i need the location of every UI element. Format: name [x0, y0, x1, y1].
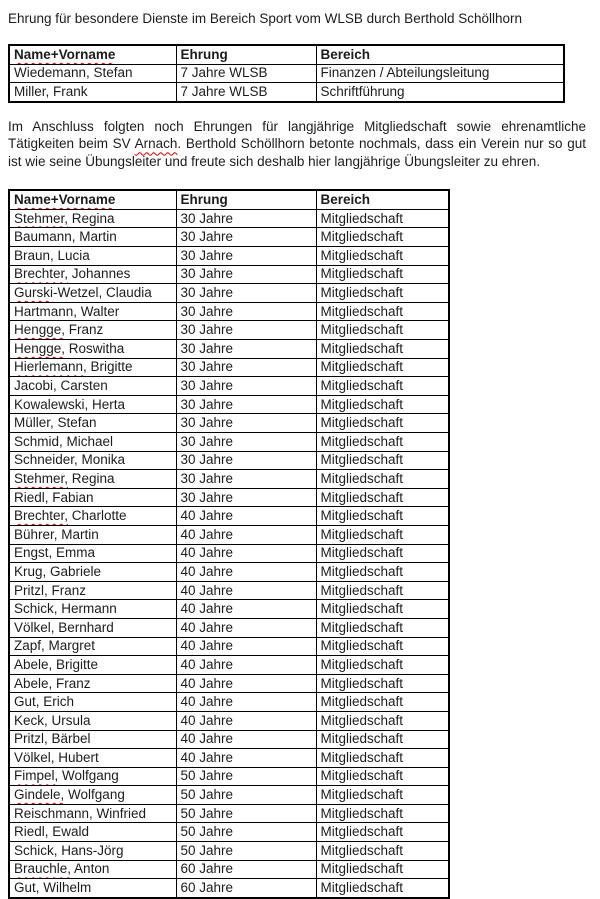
name-text: Roswitha — [65, 340, 125, 356]
name-cell — [9, 879, 176, 898]
table-row — [9, 767, 449, 786]
column-header-ehrung — [176, 190, 316, 209]
header-label: Ehrung — [180, 46, 228, 62]
bereich-cell: Mitgliedschaft — [316, 823, 449, 842]
name-text: Schneider, Monika — [14, 452, 126, 468]
column-header-name — [9, 190, 176, 209]
bereich-cell: Mitgliedschaft — [316, 563, 449, 582]
bereich-cell: Mitgliedschaft — [316, 358, 449, 377]
name-cell — [9, 321, 176, 340]
name-text: Franz — [65, 322, 104, 338]
ehrung-cell: 40 Jahre — [176, 749, 316, 768]
membership-honors-table — [8, 189, 450, 899]
name-cell — [9, 284, 176, 303]
misspelled-surname: Hierlemann, — [14, 359, 87, 375]
name-text: Engst, Emma — [14, 545, 96, 561]
name-text: Müller, Stefan — [14, 415, 97, 431]
header-label: Bereich — [320, 192, 371, 208]
name-text: Gut, Erich — [14, 694, 75, 710]
name-text: Miller, Frank — [14, 83, 88, 99]
bereich-cell: Mitgliedschaft — [316, 488, 449, 507]
table-row — [9, 247, 449, 266]
ehrung-cell: 60 Jahre — [176, 879, 316, 898]
table-row — [9, 64, 564, 83]
bereich-cell: Mitgliedschaft — [316, 451, 449, 470]
bereich-cell: Mitgliedschaft — [316, 302, 449, 321]
name-text: Charlotte — [68, 508, 127, 524]
name-text: Schmid, Michael — [14, 433, 114, 449]
misspelled-surname: Stehmer, — [14, 210, 69, 226]
text-segment: . Berthold Schöllhorn betonte nochmals, dass ein Verein nur so gut ist wie seine Übungsleiter und freute sich deshalb hier langjährige Übungsleiter zu ehren. — [8, 136, 586, 169]
ehrung-cell: 40 Jahre — [176, 618, 316, 637]
ehrung-cell: 30 Jahre — [176, 433, 316, 452]
ehrung-cell: 7 Jahre WLSB — [176, 83, 316, 102]
table-row — [9, 302, 449, 321]
table-row — [9, 340, 449, 359]
bereich-cell: Mitgliedschaft — [316, 618, 449, 637]
name-cell — [9, 414, 176, 433]
ehrung-cell: 30 Jahre — [176, 209, 316, 228]
bereich-cell: Mitgliedschaft — [316, 711, 449, 730]
ehrung-cell: 40 Jahre — [176, 674, 316, 693]
name-cell — [9, 581, 176, 600]
bereich-cell: Mitgliedschaft — [316, 377, 449, 396]
bereich-cell: Mitgliedschaft — [316, 470, 449, 489]
bereich-cell: Mitgliedschaft — [316, 674, 449, 693]
bereich-cell: Mitgliedschaft — [316, 600, 449, 619]
name-cell — [9, 544, 176, 563]
name-text: Reischmann, Winfried — [14, 805, 147, 821]
table-row — [9, 265, 449, 284]
name-cell — [9, 711, 176, 730]
table-row — [9, 525, 449, 544]
name-text: Abele, Brigitte — [14, 656, 99, 672]
ehrung-cell: 30 Jahre — [176, 414, 316, 433]
table-row — [9, 711, 449, 730]
table-row — [9, 209, 449, 228]
header-label: Bereich — [320, 46, 371, 62]
name-cell — [9, 395, 176, 414]
table-row — [9, 470, 449, 489]
bereich-cell: Mitgliedschaft — [316, 321, 449, 340]
ehrung-cell: 40 Jahre — [176, 563, 316, 582]
name-text: Johannes — [68, 266, 131, 282]
ehrung-cell: 40 Jahre — [176, 637, 316, 656]
membership-honors-table-head — [9, 190, 449, 209]
name-cell — [9, 860, 176, 879]
name-cell — [9, 525, 176, 544]
name-cell — [9, 358, 176, 377]
name-text: Völkel, Bernhard — [14, 619, 114, 635]
name-cell — [9, 488, 176, 507]
bereich-cell: Mitgliedschaft — [316, 265, 449, 284]
misspelled-surname: Gindele, — [14, 787, 65, 803]
name-cell — [9, 228, 176, 247]
ehrung-cell: 30 Jahre — [176, 451, 316, 470]
column-header-ehrung — [176, 45, 316, 64]
name-cell — [9, 209, 176, 228]
ehrung-cell: 7 Jahre WLSB — [176, 64, 316, 83]
table-row — [9, 581, 449, 600]
name-text: Krug, Gabriele — [14, 563, 102, 579]
name-cell — [9, 804, 176, 823]
header-row — [9, 45, 564, 64]
name-cell — [9, 674, 176, 693]
ehrung-cell: 30 Jahre — [176, 395, 316, 414]
table-row — [9, 544, 449, 563]
name-text: Kowalewski, Herta — [14, 396, 126, 412]
name-text: Zapf, Margret — [14, 638, 96, 654]
name-cell — [9, 470, 176, 489]
table-row — [9, 674, 449, 693]
ehrung-cell: 50 Jahre — [176, 823, 316, 842]
name-text: Wiedemann, Stefan — [14, 65, 133, 81]
name-text: Hartmann, Walter — [14, 303, 120, 319]
ehrung-cell: 50 Jahre — [176, 804, 316, 823]
name-text: Pritzl, Bärbel — [14, 731, 91, 747]
bereich-cell: Mitgliedschaft — [316, 656, 449, 675]
misspelled-surname: Gurski — [14, 285, 54, 301]
bereich-cell: Mitgliedschaft — [316, 507, 449, 526]
bereich-cell: Mitgliedschaft — [316, 804, 449, 823]
bereich-cell: Mitgliedschaft — [316, 284, 449, 303]
header-row — [9, 190, 449, 209]
ehrung-cell: 30 Jahre — [176, 377, 316, 396]
name-text: Wolfgang — [58, 768, 119, 784]
bereich-cell: Mitgliedschaft — [316, 879, 449, 898]
name-cell — [9, 377, 176, 396]
name-cell — [9, 730, 176, 749]
bereich-cell: Mitgliedschaft — [316, 525, 449, 544]
ehrung-cell: 30 Jahre — [176, 488, 316, 507]
bereich-cell: Mitgliedschaft — [316, 247, 449, 266]
table-row — [9, 563, 449, 582]
name-cell — [9, 823, 176, 842]
bereich-cell: Mitgliedschaft — [316, 749, 449, 768]
table-row — [9, 823, 449, 842]
ehrung-cell: 40 Jahre — [176, 507, 316, 526]
name-text: Abele, Franz — [14, 675, 91, 691]
bereich-cell: Mitgliedschaft — [316, 544, 449, 563]
name-cell — [9, 247, 176, 266]
bereich-cell: Mitgliedschaft — [316, 581, 449, 600]
ehrung-cell: 30 Jahre — [176, 284, 316, 303]
ehrung-cell: 40 Jahre — [176, 693, 316, 712]
misspelled-surname: Hengge, — [14, 340, 66, 356]
bereich-cell: Mitgliedschaft — [316, 395, 449, 414]
name-text: Pritzl, Franz — [14, 582, 87, 598]
bereich-cell: Mitgliedschaft — [316, 786, 449, 805]
name-text: Braun, Lucia — [14, 247, 90, 263]
bereich-cell: Mitgliedschaft — [316, 693, 449, 712]
bereich-cell: Mitgliedschaft — [316, 842, 449, 861]
name-text: Völkel, Hubert — [14, 749, 99, 765]
table-row — [9, 83, 564, 102]
ehrung-cell: 50 Jahre — [176, 786, 316, 805]
name-cell — [9, 618, 176, 637]
ehrung-cell: 30 Jahre — [176, 340, 316, 359]
name-text: Bührer, Martin — [14, 526, 99, 542]
membership-honors-table-body — [9, 209, 449, 897]
name-cell — [9, 64, 176, 83]
bereich-cell: Mitgliedschaft — [316, 730, 449, 749]
ehrung-cell: 30 Jahre — [176, 265, 316, 284]
header-label: Name+Vorname — [14, 46, 116, 62]
table-row — [9, 842, 449, 861]
table-row — [9, 228, 449, 247]
name-cell — [9, 507, 176, 526]
name-cell — [9, 600, 176, 619]
name-text: -Wetzel, Claudia — [53, 285, 152, 301]
name-cell — [9, 786, 176, 805]
table-row — [9, 749, 449, 768]
table-row — [9, 488, 449, 507]
bereich-cell: Schriftführung — [316, 83, 564, 102]
name-cell — [9, 637, 176, 656]
table-row — [9, 321, 449, 340]
name-text: Brigitte — [86, 359, 133, 375]
misspelled-word: Arnach — [134, 136, 178, 152]
column-header-bereich — [316, 45, 564, 64]
bereich-cell: Mitgliedschaft — [316, 209, 449, 228]
ehrung-cell: 30 Jahre — [176, 470, 316, 489]
name-text: Riedl, Fabian — [14, 489, 94, 505]
table-row — [9, 507, 449, 526]
name-text: Schick, Hermann — [14, 601, 117, 617]
name-text: Anton — [71, 861, 110, 877]
ehrung-cell: 40 Jahre — [176, 730, 316, 749]
table-row — [9, 600, 449, 619]
table-row — [9, 693, 449, 712]
name-cell — [9, 302, 176, 321]
misspelled-surname: Fimpel, — [14, 768, 59, 784]
table-row — [9, 618, 449, 637]
name-cell — [9, 767, 176, 786]
name-text: Gut, Wilhelm — [14, 880, 92, 896]
name-text: Schick, Hans-Jörg — [14, 842, 124, 858]
table-row — [9, 451, 449, 470]
ehrung-cell: 40 Jahre — [176, 656, 316, 675]
table-row — [9, 804, 449, 823]
misspelled-surname: Hengge, — [14, 322, 66, 338]
misspelled-surname: Stehmer, — [14, 470, 69, 486]
document-title: Ehrung für besondere Dienste im Bereich Sport vom WLSB durch Berthold Schöllhorn — [8, 11, 523, 26]
table-row — [9, 284, 449, 303]
table-row — [9, 414, 449, 433]
name-cell — [9, 265, 176, 284]
table-row — [9, 358, 449, 377]
ehrung-cell: 30 Jahre — [176, 321, 316, 340]
header-label: Name+Vorname — [14, 192, 116, 208]
table-row — [9, 786, 449, 805]
ehrung-cell: 30 Jahre — [176, 302, 316, 321]
bereich-cell: Mitgliedschaft — [316, 767, 449, 786]
table-row — [9, 860, 449, 879]
table-row — [9, 637, 449, 656]
table-row — [9, 656, 449, 675]
ehrung-cell: 40 Jahre — [176, 544, 316, 563]
name-text: Regina — [68, 470, 115, 486]
bereich-cell: Mitgliedschaft — [316, 637, 449, 656]
name-text: Baumann, Martin — [14, 229, 117, 245]
special-honors-table — [8, 44, 565, 103]
ehrung-cell: 50 Jahre — [176, 842, 316, 861]
text-segment: Im Anschluss folgten noch Ehrungen für langjährige Mitgliedschaft sowie ehrenamtliche Tätigkeiten beim SV — [8, 118, 586, 152]
ehrung-cell: 60 Jahre — [176, 860, 316, 879]
misspelled-surname: Brechter, — [14, 508, 69, 524]
ehrung-cell: 40 Jahre — [176, 525, 316, 544]
ehrung-cell: 50 Jahre — [176, 767, 316, 786]
name-text: Regina — [68, 210, 115, 226]
ehrung-cell: 30 Jahre — [176, 358, 316, 377]
ehrung-cell: 40 Jahre — [176, 600, 316, 619]
ehrung-cell: 40 Jahre — [176, 711, 316, 730]
name-cell — [9, 451, 176, 470]
column-header-bereich — [316, 190, 449, 209]
bereich-cell: Mitgliedschaft — [316, 860, 449, 879]
name-text: Keck, Ursula — [14, 712, 91, 728]
table-row — [9, 395, 449, 414]
ehrung-cell: 40 Jahre — [176, 581, 316, 600]
ehrung-cell: 30 Jahre — [176, 247, 316, 266]
special-honors-table-body — [9, 64, 564, 102]
bereich-cell: Mitgliedschaft — [316, 414, 449, 433]
membership-paragraph — [8, 118, 586, 171]
table-row — [9, 433, 449, 452]
name-cell — [9, 656, 176, 675]
name-cell — [9, 563, 176, 582]
table-row — [9, 879, 449, 898]
name-text: Jacobi, Carsten — [14, 378, 108, 394]
misspelled-surname: Brauchle, — [14, 861, 72, 877]
name-cell — [9, 749, 176, 768]
bereich-cell: Mitgliedschaft — [316, 228, 449, 247]
bereich-cell: Mitgliedschaft — [316, 340, 449, 359]
name-text: Riedl, Ewald — [14, 824, 90, 840]
name-cell — [9, 693, 176, 712]
name-cell — [9, 340, 176, 359]
special-honors-table-head — [9, 45, 564, 64]
column-header-name — [9, 45, 176, 64]
table-row — [9, 730, 449, 749]
table-row — [9, 377, 449, 396]
name-cell — [9, 842, 176, 861]
header-label: Ehrung — [180, 192, 228, 208]
misspelled-surname: Brechter, — [14, 266, 69, 282]
ehrung-cell: 30 Jahre — [176, 228, 316, 247]
bereich-cell: Mitgliedschaft — [316, 433, 449, 452]
name-cell — [9, 433, 176, 452]
name-cell — [9, 83, 176, 102]
bereich-cell: Finanzen / Abteilungsleitung — [316, 64, 564, 83]
name-text: Wolfgang — [64, 787, 125, 803]
